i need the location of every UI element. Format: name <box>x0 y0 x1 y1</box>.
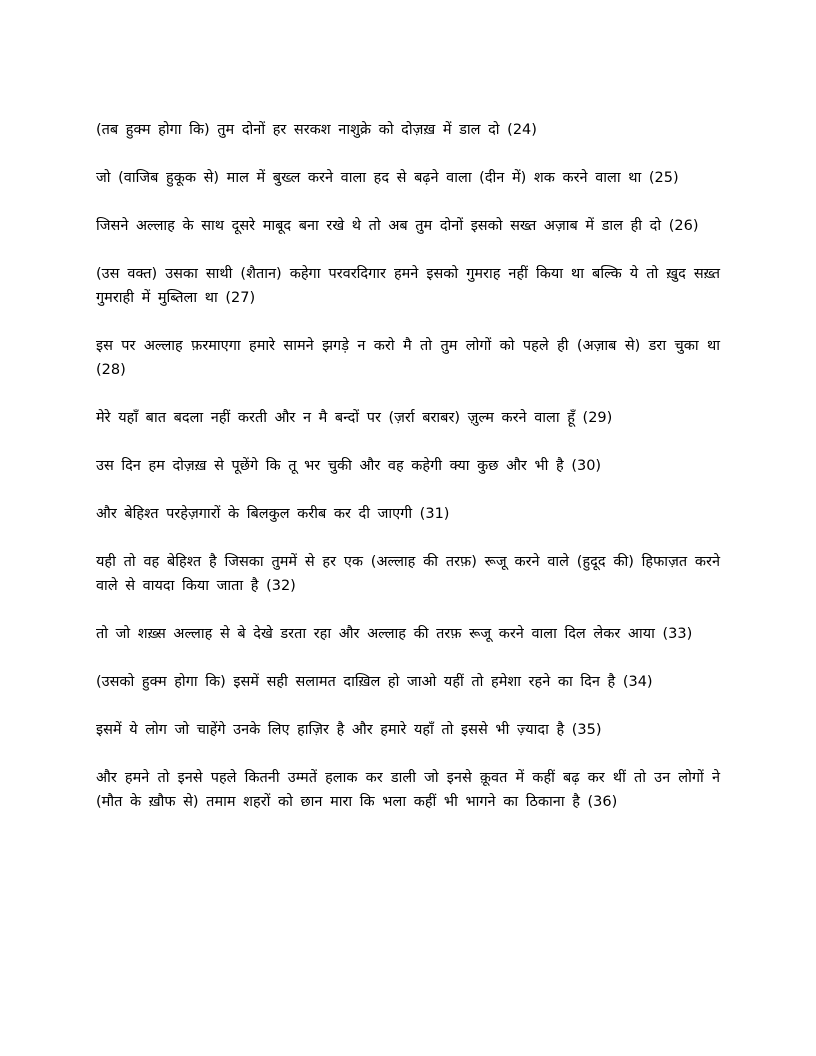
document-page <box>96 118 720 838</box>
verse-30: उस दिन हम दोज़ख़ से पूछेंगे कि तू भर चुकी और वह कहेगी क्या कुछ और भी है (30) <box>96 458 602 474</box>
verse-31: और बेहिश्त परहेज़गारों के बिलकुल करीब कर दी जाएगी (31) <box>96 506 450 522</box>
verse-27: (उस वक्त) उसका साथी (शैतान) कहेगा परवरदिगार हमने इसको गुमराह नहीं किया था बल्कि ये तो ख़ुद सख़्त गुमराही में मुब्तिला था (27) <box>96 266 720 306</box>
verse-36: और हमने तो इनसे पहले कितनी उम्मतें हलाक कर डाली जो इनसे कू़वत में कहीं बढ़ कर थीं तो उन लोगों ने (मौत के ख़ौफ से) तमाम शहरों को छान मारा कि भला कहीं भी भागने का ठिकाना है (36) <box>96 770 720 810</box>
verse-26: जिसने अल्लाह के साथ दूसरे माबूद बना रखे थे तो अब तुम दोनों इसको सख्त अज़ाब में डाल ही दो (26) <box>96 218 699 234</box>
verse-29: मेरे यहाँ बात बदला नहीं करती और न मै बन्दों पर (ज़र्रा बराबर) ज़ुल्म करने वाला हूँ (29) <box>96 410 613 426</box>
verse-25: जो (वाजिब हुकूक से) माल में बुख्ल करने वाला हद से बढ़ने वाला (दीन में) शक करने वाला था (25) <box>96 170 679 186</box>
verse-28: इस पर अल्लाह फ़रमाएगा हमारे सामने झगडे़ न करो मै तो तुम लोगों को पहले ही (अज़ाब से) डरा चुका था (28) <box>96 338 720 378</box>
verse-32: यही तो वह बेहिश्त है जिसका तुममें से हर एक (अल्लाह की तरफ़) रूजू करने वाले (हुदूद की) हिफाज़त करने वाले से वायदा किया जाता है (32) <box>96 554 720 594</box>
verse-35: इसमें ये लोग जो चाहेंगे उनके लिए हाज़िर है और हमारे यहाँ तो इससे भी ज़्यादा है (35) <box>96 722 602 738</box>
verse-33: तो जो शख़्स अल्लाह से बे देखे डरता रहा और अल्लाह की तरफ़ रूजू करने वाला दिल लेकर आया (33) <box>96 626 693 642</box>
verse-34: (उसको हुक्म होगा कि) इसमें सही सलामत दाख़िल हो जाओ यहीं तो हमेशा रहने का दिन है (34) <box>96 674 653 690</box>
verse-24: (तब हुक्म होगा कि) तुम दोनों हर सरकश नाशुक्रे को दोज़ख़ में डाल दो (24) <box>96 122 537 138</box>
